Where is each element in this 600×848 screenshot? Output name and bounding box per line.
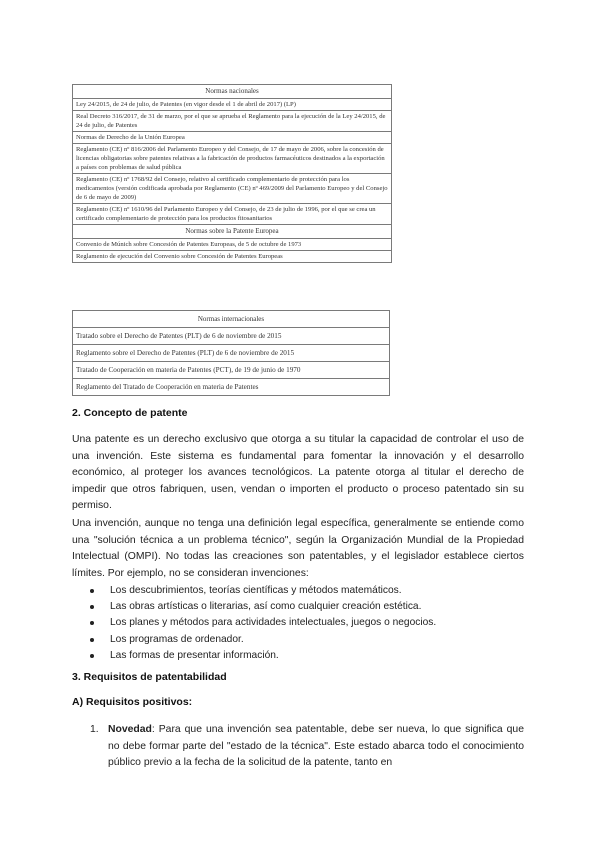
list-item: Los descubrimientos, teorías científicas y métodos matemáticos. [90,583,436,599]
bullet-icon [90,621,94,625]
list-item: Las formas de presentar información. [90,648,436,664]
paragraph: Una patente es un derecho exclusivo que otorga a su titular la capacidad de controlar el uso de una invención. Este sistema es fundamental para fomentar la innovación y el desarrollo económico, al proteger los avances tecnológicos. La patente otorga al titular el derecho de impedir que otros fabriquen, usen, vendan o importen el producto o proceso patentado sin su permiso. [72,434,524,512]
table-row: Normas de Derecho de la Unión Europea [73,132,392,144]
table-row: Tratado de Cooperación en materia de Patentes (PCT), de 19 de junio de 1970 [73,362,390,379]
table-row: Reglamento sobre el Derecho de Patentes (PLT) de 6 de noviembre de 2015 [73,345,390,362]
item-term: Novedad [108,724,152,735]
table-row: Reglamento de ejecución del Convenio sobre Concesión de Patentes Europeas [73,251,392,263]
table-row: Reglamento (CE) nº 1768/92 del Consejo, relativo al certificado complementario de protección para los medicamentos (versión codificada aprobada por Reglamento (CE) nº 469/2009 del Parlamento Europeo y del Consejo de 6 de mayo de 2009) [73,174,392,204]
paragraph: Una invención, aunque no tenga una definición legal específica, generalmente se entiende como una "solución técnica a un problema técnico", según la Organización Mundial de la Propiedad Intelectual (OMPI). No todas las creaciones son patentables, y el legislador establece ciertos límites. Por ejemplo, no se consideran invenciones: [72,518,524,579]
bullet-icon [90,605,94,609]
list-item: Los programas de ordenador. [90,632,436,648]
table-row: Tratado sobre el Derecho de Patentes (PLT) de 6 de noviembre de 2015 [73,328,390,345]
normas-nacionales-table [72,84,392,263]
item-text: : Para que una invención sea patentable, debe ser nueva, lo que significa que no debe formar parte del "estado de la técnica". Este estado abarca todo el conocimiento público previo a la fecha de la solicitud de la patente, tanto en [108,724,524,769]
section-3-heading: 3. Requisitos de patentabilidad [72,671,227,683]
table-row: Reglamento (CE) nº 1610/96 del Parlamento Europeo y del Consejo, de 23 de julio de 1996, por el que se crea un certificado complementario de protección para los productos fitosanitarios [73,204,392,225]
table-row: Ley 24/2015, de 24 de julio, de Patentes (en vigor desde el 1 de abril de 2017) (LP) [73,99,392,111]
list-item: Los planes y métodos para actividades intelectuales, juegos o negocios. [90,615,436,631]
subsection-heading: A) Requisitos positivos: [72,696,193,708]
normas-internacionales-table [72,310,390,396]
table-subheader: Normas sobre la Patente Europea [73,225,392,239]
item-number: 1. [90,724,99,735]
numbered-item [90,722,524,772]
table-row: Reglamento del Tratado de Cooperación en materia de Patentes [73,379,390,396]
bullet-icon [90,589,94,593]
table-row: Real Decreto 316/2017, de 31 de marzo, por el que se aprueba el Reglamento para la ejecución de la Ley 24/2015, de 24 de julio, de Patentes [73,111,392,132]
table-header: Normas internacionales [73,311,390,328]
table-header: Normas nacionales [73,85,392,99]
bullet-icon [90,654,94,658]
non-invention-list [90,583,436,664]
table-row: Reglamento (CE) nº 816/2006 del Parlamento Europeo y del Consejo, de 17 de mayo de 2006, sobre la concesión de licencias obligatorias sobre patentes relativas a la fabricación de productos farmacéuticos destinados a la exportación a países con problemas de salud pública [73,144,392,174]
table-row: Convenio de Múnich sobre Concesión de Patentes Europeas, de 5 de octubre de 1973 [73,239,392,251]
section-2-heading: 2. Concepto de patente [72,407,188,419]
list-item: Las obras artísticas o literarias, así como cualquier creación estética. [90,599,436,615]
bullet-icon [90,638,94,642]
